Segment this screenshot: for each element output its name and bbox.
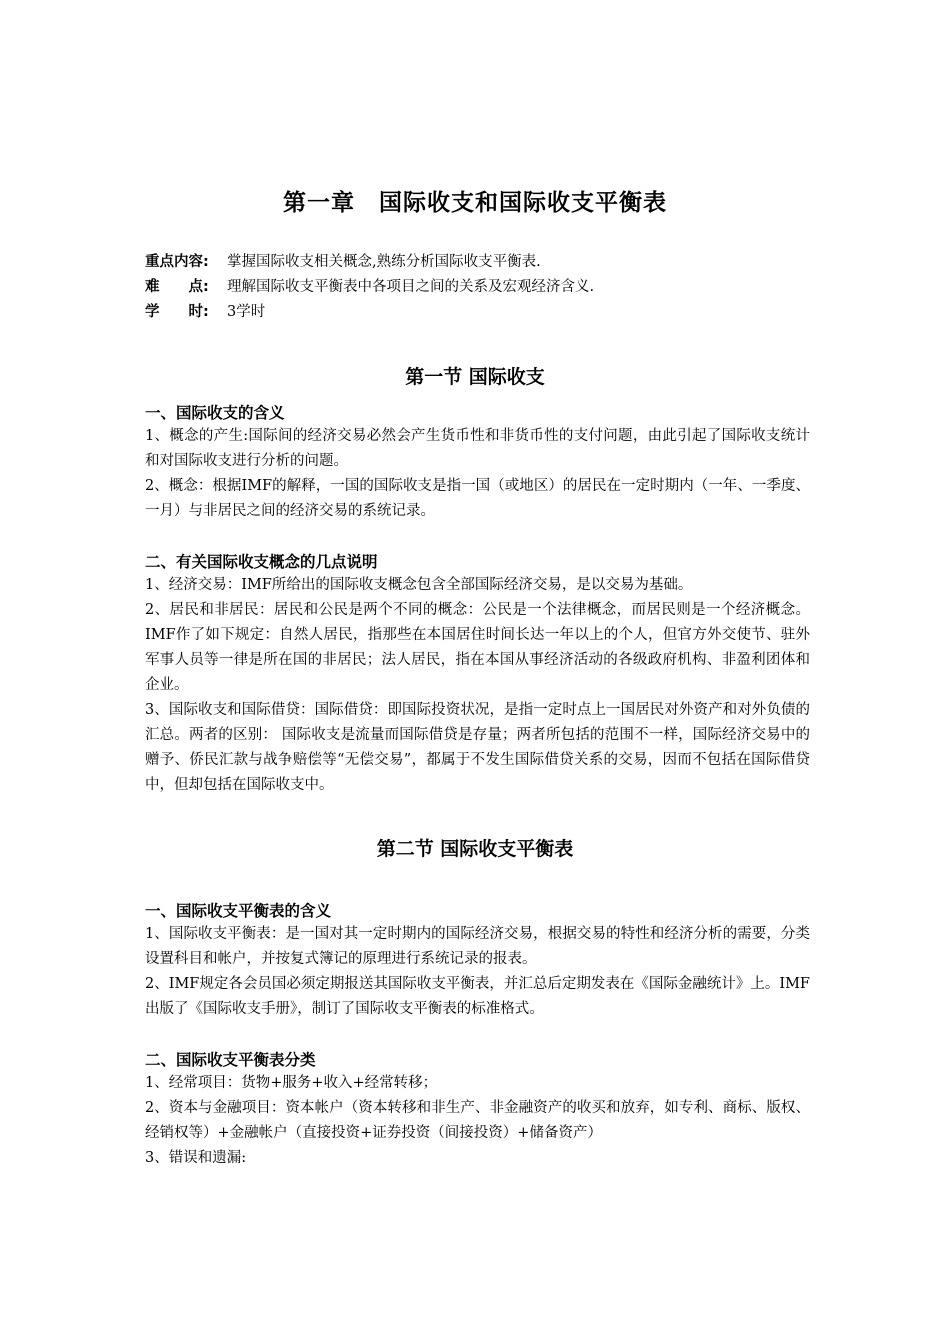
section2-part2-heading: 二、国际收支平衡表分类 xyxy=(145,1051,316,1069)
difficulty-label: 难 点: xyxy=(145,279,209,295)
hours-text: 3学时 xyxy=(227,304,266,320)
section1-part2-heading: 二、有关国际收支概念的几点说明 xyxy=(145,553,378,571)
focus-text: 掌握国际收支相关概念,熟练分析国际收支平衡表. xyxy=(227,254,541,270)
section1-part2-p1: 1、经济交易：IMF所给出的国际收支概念包含全部国际经济交易，是以交易为基础。 xyxy=(145,577,693,593)
section1-part2-p2: 2、居民和非居民：居民和公民是两个不同的概念：公民是一个法律概念，而居民则是一个经济概念。 IMF作了如下规定：自然人居民，指那些在本国居住时间长达一年以上的个人，但官方外交使节、驻外军事人员等一律是所在国的非居民；法人居民，指在本国从事经济活动的各级政府机构、非盈利团体和企业。 xyxy=(145,602,810,693)
section2-title: 第二节 国际收支平衡表 xyxy=(376,838,574,860)
section1-part1-p1: 1、概念的产生:国际间的经济交易必然会产生货币性和非货币性的支付问题，由此引起了国际收支统计和对国际收支进行分析的问题。 xyxy=(145,428,810,469)
section1-part1-p2: 2、概念：根据IMF的解释，一国的国际收支是指一国（或地区）的居民在一定时期内（一年、一季度、一月）与非居民之间的经济交易的系统记录。 xyxy=(145,478,810,519)
meta-focus xyxy=(145,249,541,276)
hours-label: 学 时: xyxy=(145,304,209,320)
section2-part2-p2: 2、资本与金融项目：资本帐户（资本转移和非生产、非金融资产的收买和放弃，如专利、商标、版权、经销权等）+金融帐户（直接投资+证券投资（间接投资）+储备资产） xyxy=(145,1100,810,1141)
chapter-title: 第一章 国际收支和国际收支平衡表 xyxy=(283,190,667,216)
section1-part2-p3: 3、国际收支和国际借贷：国际借贷：即国际投资状况，是指一定时点上一国居民对外资产和对外负债的汇总。两者的区别： 国际收支是流量而国际借贷是存量；两者所包括的范围不一样，国际经济交易中的赠予、侨民汇款与战争赔偿等“无偿交易”，都属于不发生国际借贷关系的交易，因而不包括在国际借贷中，但却包括在国际收支中。 xyxy=(145,702,810,793)
meta-difficulty xyxy=(145,274,594,301)
section2-part2-p1: 1、经常项目：货物+服务+收入+经常转移； xyxy=(145,1075,438,1091)
focus-label: 重点内容: xyxy=(145,254,209,270)
section2-part2-p3: 3、错误和遗漏: xyxy=(145,1150,247,1166)
section1-part1-heading: 一、国际收支的含义 xyxy=(145,404,285,422)
section1-title: 第一节 国际收支 xyxy=(405,366,545,388)
section2-part1-p1: 1、国际收支平衡表：是一国对其一定时期内的国际经济交易，根据交易的特性和经济分析的需要，分类设置科目和帐户，并按复式簿记的原理进行系统记录的报表。 xyxy=(145,926,810,967)
section2-part1-p2: 2、IMF规定各会员国必须定期报送其国际收支平衡表，并汇总后定期发表在《国际金融统计》上。IMF出版了《国际收支手册》，制订了国际收支平衡表的标准格式。 xyxy=(145,976,810,1017)
section2-part1-heading: 一、国际收支平衡表的含义 xyxy=(145,902,332,920)
meta-hours xyxy=(145,299,265,326)
difficulty-text: 理解国际收支平衡表中各项目之间的关系及宏观经济含义. xyxy=(227,279,595,295)
